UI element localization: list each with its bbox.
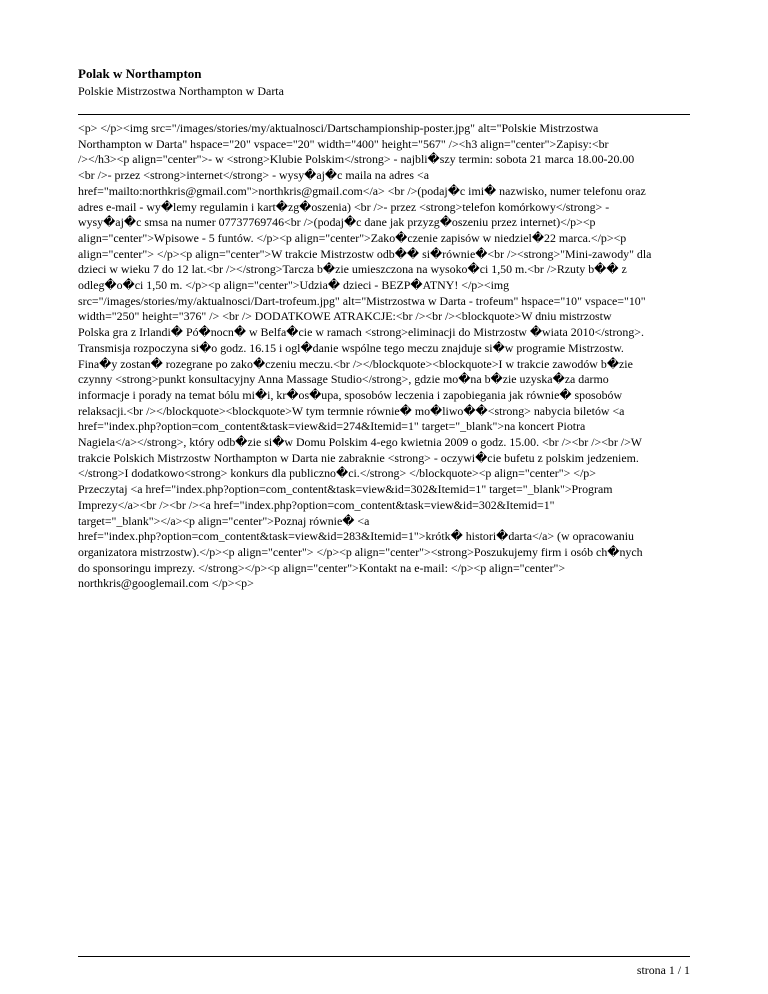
article-title: Polskie Mistrzostwa Northampton w Darta [78, 84, 284, 98]
footer-divider [78, 956, 690, 957]
page-header [78, 66, 690, 99]
article-raw-html-text: <p> </p><img src="/images/stories/my/aktualnosci/Dartschampionship-poster.jpg" alt="Polskie Mistrzostwa Northampton w Darta" hspace="20" vspace="20" width="400" height="567" /><h3 align="center">Zapisy:<br /></h3><p align="center">- w <strong>Klubie Polskim</strong> - najbli�szy termin: sobota 21 marca 18.00-20.00 <br />- przez <strong>internet</strong> - wysy�aj�c maila na adres <a href="mailto:northkris@gmail.com">northkris@gmail.com</a> <br />(podaj�c imi� nazwisko, numer telefonu oraz adres e-mail - wy�lemy regulamin i kart�zg�oszenia) <br />- przez <strong>telefon komórkowy</strong> - wysy�aj�c smsa na numer 07737769746<br />(podaj�c dane jak przyzg�oszeniu przez internet)</p><p align="center">Wpisowe - 5 funtów. </p><p align="center">Zako�czenie zapisów w niedziel�22 marca.</p><p align="center"> </p><p align="center">W trakcie Mistrzostw odb�� si�równie�<br /><strong>"Mini-zawody" dla dzieci w wieku 7 do 12 lat.<br /></strong>Tarcza b�zie umieszczona na wysoko�ci 1,50 m.<br />Rzuty b�� z odleg�o�ci 1,50 m. </p><p align="center">Udzia� dzieci - BEZP�ATNY! </p><img src="/images/stories/my/aktualnosci/Dart-trofeum.jpg" alt="Mistrzostwa w Darta - trofeum" hspace="10" vspace="10" width="250" height="376" /> <br /> DODATKOWE ATRAKCJE:<br /><br /><blockquote>W dniu mistrzostw Polska gra z Irlandi� Pó�nocn� w Belfa�cie w ramach <strong>eliminacji do Mistrzostw �wiata 2010</strong>. Transmisja rozpoczyna si�o godz. 16.15 i ogl�danie wspólne tego meczu znajduje si�w programie Mistrzostw. Fina�y zostan� rozegrane po zako�czeniu meczu.<br /></blockquote><blockquote>I w trakcie zawodów b�zie czynny <strong>punkt konsultacyjny Anna Massage Studio</strong>, gdzie mo�na b�zie uzyska�za darmo informacje i porady na temat bólu mi�i, kr�os�upa, sposobów leczenia i zapobiegania jak równie� sposobów relaksacji.<br /></blockquote><blockquote>W tym termnie równie� mo�liwo��<strong> nabycia biletów <a href="index.php?option=com_content&task=view&id=274&Itemid=1" target="_blank">na koncert Piotra Nagiela</a></strong>, który odb�zie si�w Domu Polskim 4-ego kwietnia 2009 o godz. 15.00. <br /><br /><br />W trakcie Polskich Mistrzostw Northampton w Darta nie zabraknie <strong> - oczywi�cie bufetu z polskim jedzeniem. </strong>I dodatkowo<strong> konkurs dla publiczno�ci.</strong> </blockquote><p align="center"> </p> Przeczytaj <a href="index.php?option=com_content&task=view&id=302&Itemid=1" target="_blank">Program Imprezy</a><br /><br /><a href="index.php?option=com_content&task=view&id=302&Itemid=1" target="_blank"></a><p align="center">Poznaj równie� <a href="index.php?option=com_content&task=view&id=283&Itemid=1">krótk� histori�darta</a> (w opracowaniu organizatora mistrzostw).</p><p align="center"> </p><p align="center"><strong>Poszukujemy firm i osób ch�nych do sponsoringu imprezy. </strong></p><p align="center">Kontakt na e-mail: </p><p align="center"> northkris@googlemail.com </p><p> [78, 121, 652, 591]
site-title: Polak w Northampton [78, 66, 202, 81]
page-number: strona 1 / 1 [636, 963, 690, 977]
header-divider [78, 114, 690, 115]
